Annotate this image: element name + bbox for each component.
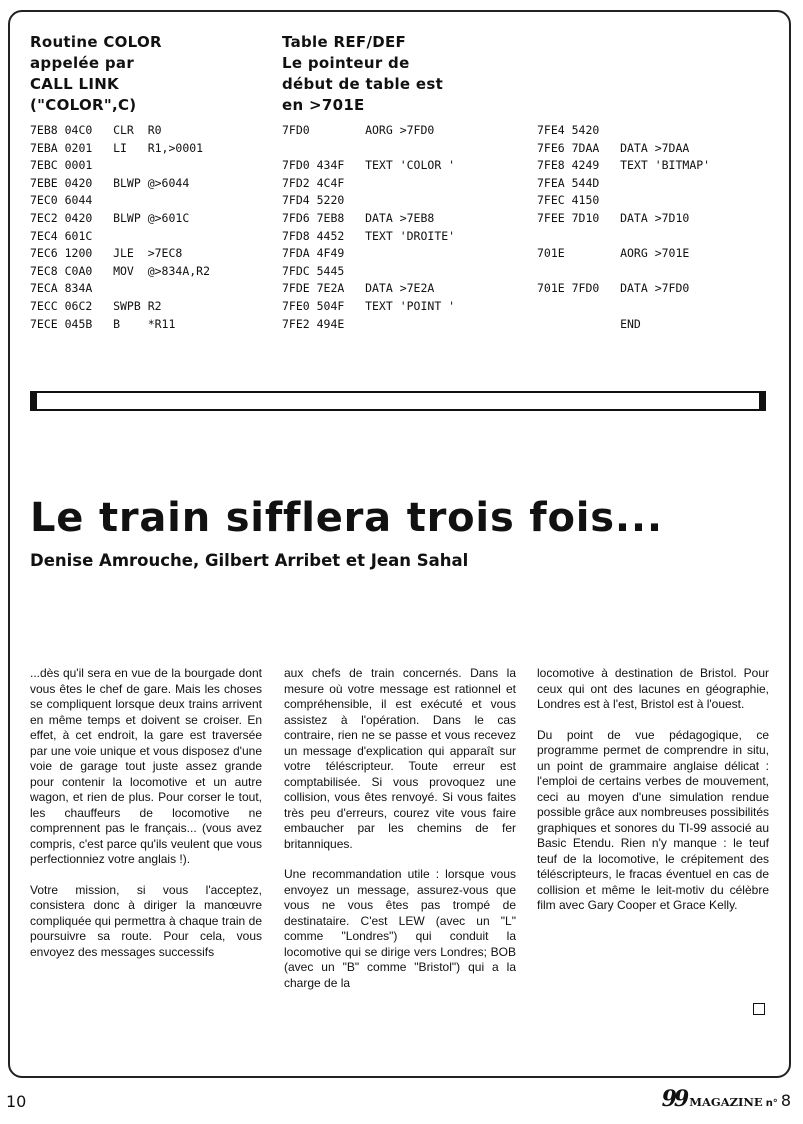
table-heading: Table REF/DEF Le pointeur de début de table est en >701E xyxy=(282,33,444,114)
code-line: 7ECA 834A xyxy=(30,281,93,296)
article-column-1 xyxy=(30,666,262,975)
code-listing-col2 xyxy=(282,122,455,333)
code-line: 7FE0 504F TEXT 'POINT ' xyxy=(282,298,456,313)
code-line: 7ECE 045B B *R11 xyxy=(30,316,176,331)
magazine-logo-99: 99 xyxy=(661,1086,687,1112)
code-line: 7FE8 4249 TEXT 'BITMAP' xyxy=(537,158,711,173)
article-column-2 xyxy=(284,666,516,1006)
code-line: 7EC6 1200 JLE >7EC8 xyxy=(30,246,183,261)
code-line: 7FDA 4F49 xyxy=(282,246,345,261)
code-line: 7FE4 5420 xyxy=(537,123,600,137)
issue-number: 8 xyxy=(780,1091,791,1110)
page-number: 10 xyxy=(6,1092,27,1111)
code-line: 7FD4 5220 xyxy=(282,193,345,208)
code-line: 7EC0 6044 xyxy=(30,193,93,208)
section-divider xyxy=(30,391,766,411)
code-line: 7FE6 7DAA DATA >7DAA xyxy=(537,140,690,155)
code-line: 7FE2 494E xyxy=(282,316,345,331)
paragraph: Du point de vue pédagogique, ce programme permet de comprendre in situ, un point de grammaire anglaise délicat : l'emploi de certains verbes de mouvement, ceci au moyen d'une simulation rendue possible grâce aux nombreuses possibilités graphiques et sonores du TI-99 associé au Basic Etendu. Rien n'y manque : le teuf teuf de la locomotive, le crépitement des téléscripteurs, le fracas éventuel en cas de collision et même le leit-motiv du célèbre film avec Gary Cooper et Grace Kelly. xyxy=(537,727,769,912)
code-line: 7EB8 04C0 CLR R0 xyxy=(30,123,162,137)
code-line: 7ECC 06C2 SWPB R2 xyxy=(30,298,162,313)
article-authors: Denise Amrouche, Gilbert Arribet et Jean Sahal xyxy=(30,551,469,570)
code-line: 7EBC 0001 xyxy=(30,158,93,173)
code-line xyxy=(282,140,455,158)
code-line: 7FEE 7D10 DATA >7D10 xyxy=(537,210,690,225)
article-column-3 xyxy=(537,666,769,929)
code-listing-col3 xyxy=(537,122,710,333)
code-line: 7EBA 0201 LI R1,>0001 xyxy=(30,140,204,155)
code-line: 7FD2 4C4F xyxy=(282,175,345,190)
article-title: Le train sifflera trois fois... xyxy=(30,495,663,541)
code-line xyxy=(537,263,710,281)
code-line: 7FD8 4452 TEXT 'DROITE' xyxy=(282,228,456,243)
code-line xyxy=(537,298,710,316)
code-line xyxy=(537,228,710,246)
paragraph: Votre mission, si vous l'acceptez, consistera donc à diriger la manœuvre compliquée qui permettra à chaque train de poursuivre sa route. Pour cela, vous envoyez des messages successifs xyxy=(30,882,262,959)
code-line: 7FD0 AORG >7FD0 xyxy=(282,123,435,137)
code-line: 7FEA 544D xyxy=(537,175,600,190)
paragraph: aux chefs de train concernés. Dans la mesure où votre message est rationnel et compréhensible, il est exécuté et vous assistez à l'opération. Dans le cas contraire, rien ne se passe et vous recevez un message d'explication qui apparaît sur votre téléscripteur. Toute erreur est comptabilisée. Si vous provoquez une collision, vous êtes renvoyé. Si vous faites très peu d'erreurs, courez vite vous faire embaucher par les chemins de fer britanniques. xyxy=(284,666,516,851)
code-line: END xyxy=(537,316,641,331)
code-line: 7EC4 601C xyxy=(30,228,93,243)
paragraph: Une recommandation utile : lorsque vous envoyez un message, assurez-vous que vous ne vous êtes pas trompé de destinataire. C'est LEW (avec un "L" comme "Londres") qui conduit la locomotive qui se dirige vers Londres; BOB (avec un "B" comme "Bristol") qui a la charge de la xyxy=(284,867,516,990)
code-line: 701E 7FD0 DATA >7FD0 xyxy=(537,281,690,296)
code-line: 7EC2 0420 BLWP @>601C xyxy=(30,210,190,225)
code-line: 7FDC 5445 xyxy=(282,263,345,278)
code-line: 7FEC 4150 xyxy=(537,193,600,208)
magazine-footer xyxy=(662,1086,791,1112)
code-line: 7EC8 C0A0 MOV @>834A,R2 xyxy=(30,263,211,278)
paragraph: ...dès qu'il sera en vue de la bourgade dont vous êtes le chef de gare. Mais les choses se compliquent lorsque deux trains arrivent en même temps et doivent se croiser. En effet, à cet endroit, la gare est traversée par une voie unique et vous disposez d'une voie de garage tout juste assez grande pour contenir la locomotive et un autre wagon, et rien de plus. Pour corser le tout, les chauffeurs de locomotive ne comprennent pas le français... (vous avez compris, c'est parce qu'ils veulent que vous perfectionniez votre anglais !). xyxy=(30,666,262,866)
code-line: 701E AORG >701E xyxy=(537,246,690,261)
code-line: 7FD6 7EB8 DATA >7EB8 xyxy=(282,210,435,225)
code-line: 7FD0 434F TEXT 'COLOR ' xyxy=(282,158,456,173)
code-line: 7EBE 0420 BLWP @>6044 xyxy=(30,175,190,190)
code-listing-col1 xyxy=(30,122,210,333)
routine-heading: Routine COLOR appelée par CALL LINK ("COLOR",C) xyxy=(30,33,162,114)
paragraph: locomotive à destination de Bristol. Pour ceux qui ont des lacunes en géographie, Londres est à l'est, Bristol est à l'ouest. xyxy=(537,666,769,711)
code-line: 7FDE 7E2A DATA >7E2A xyxy=(282,281,435,296)
end-of-article-square-icon xyxy=(753,1003,765,1015)
magazine-name: MAGAZINE xyxy=(689,1095,763,1109)
issue-label: n° xyxy=(765,1098,778,1109)
